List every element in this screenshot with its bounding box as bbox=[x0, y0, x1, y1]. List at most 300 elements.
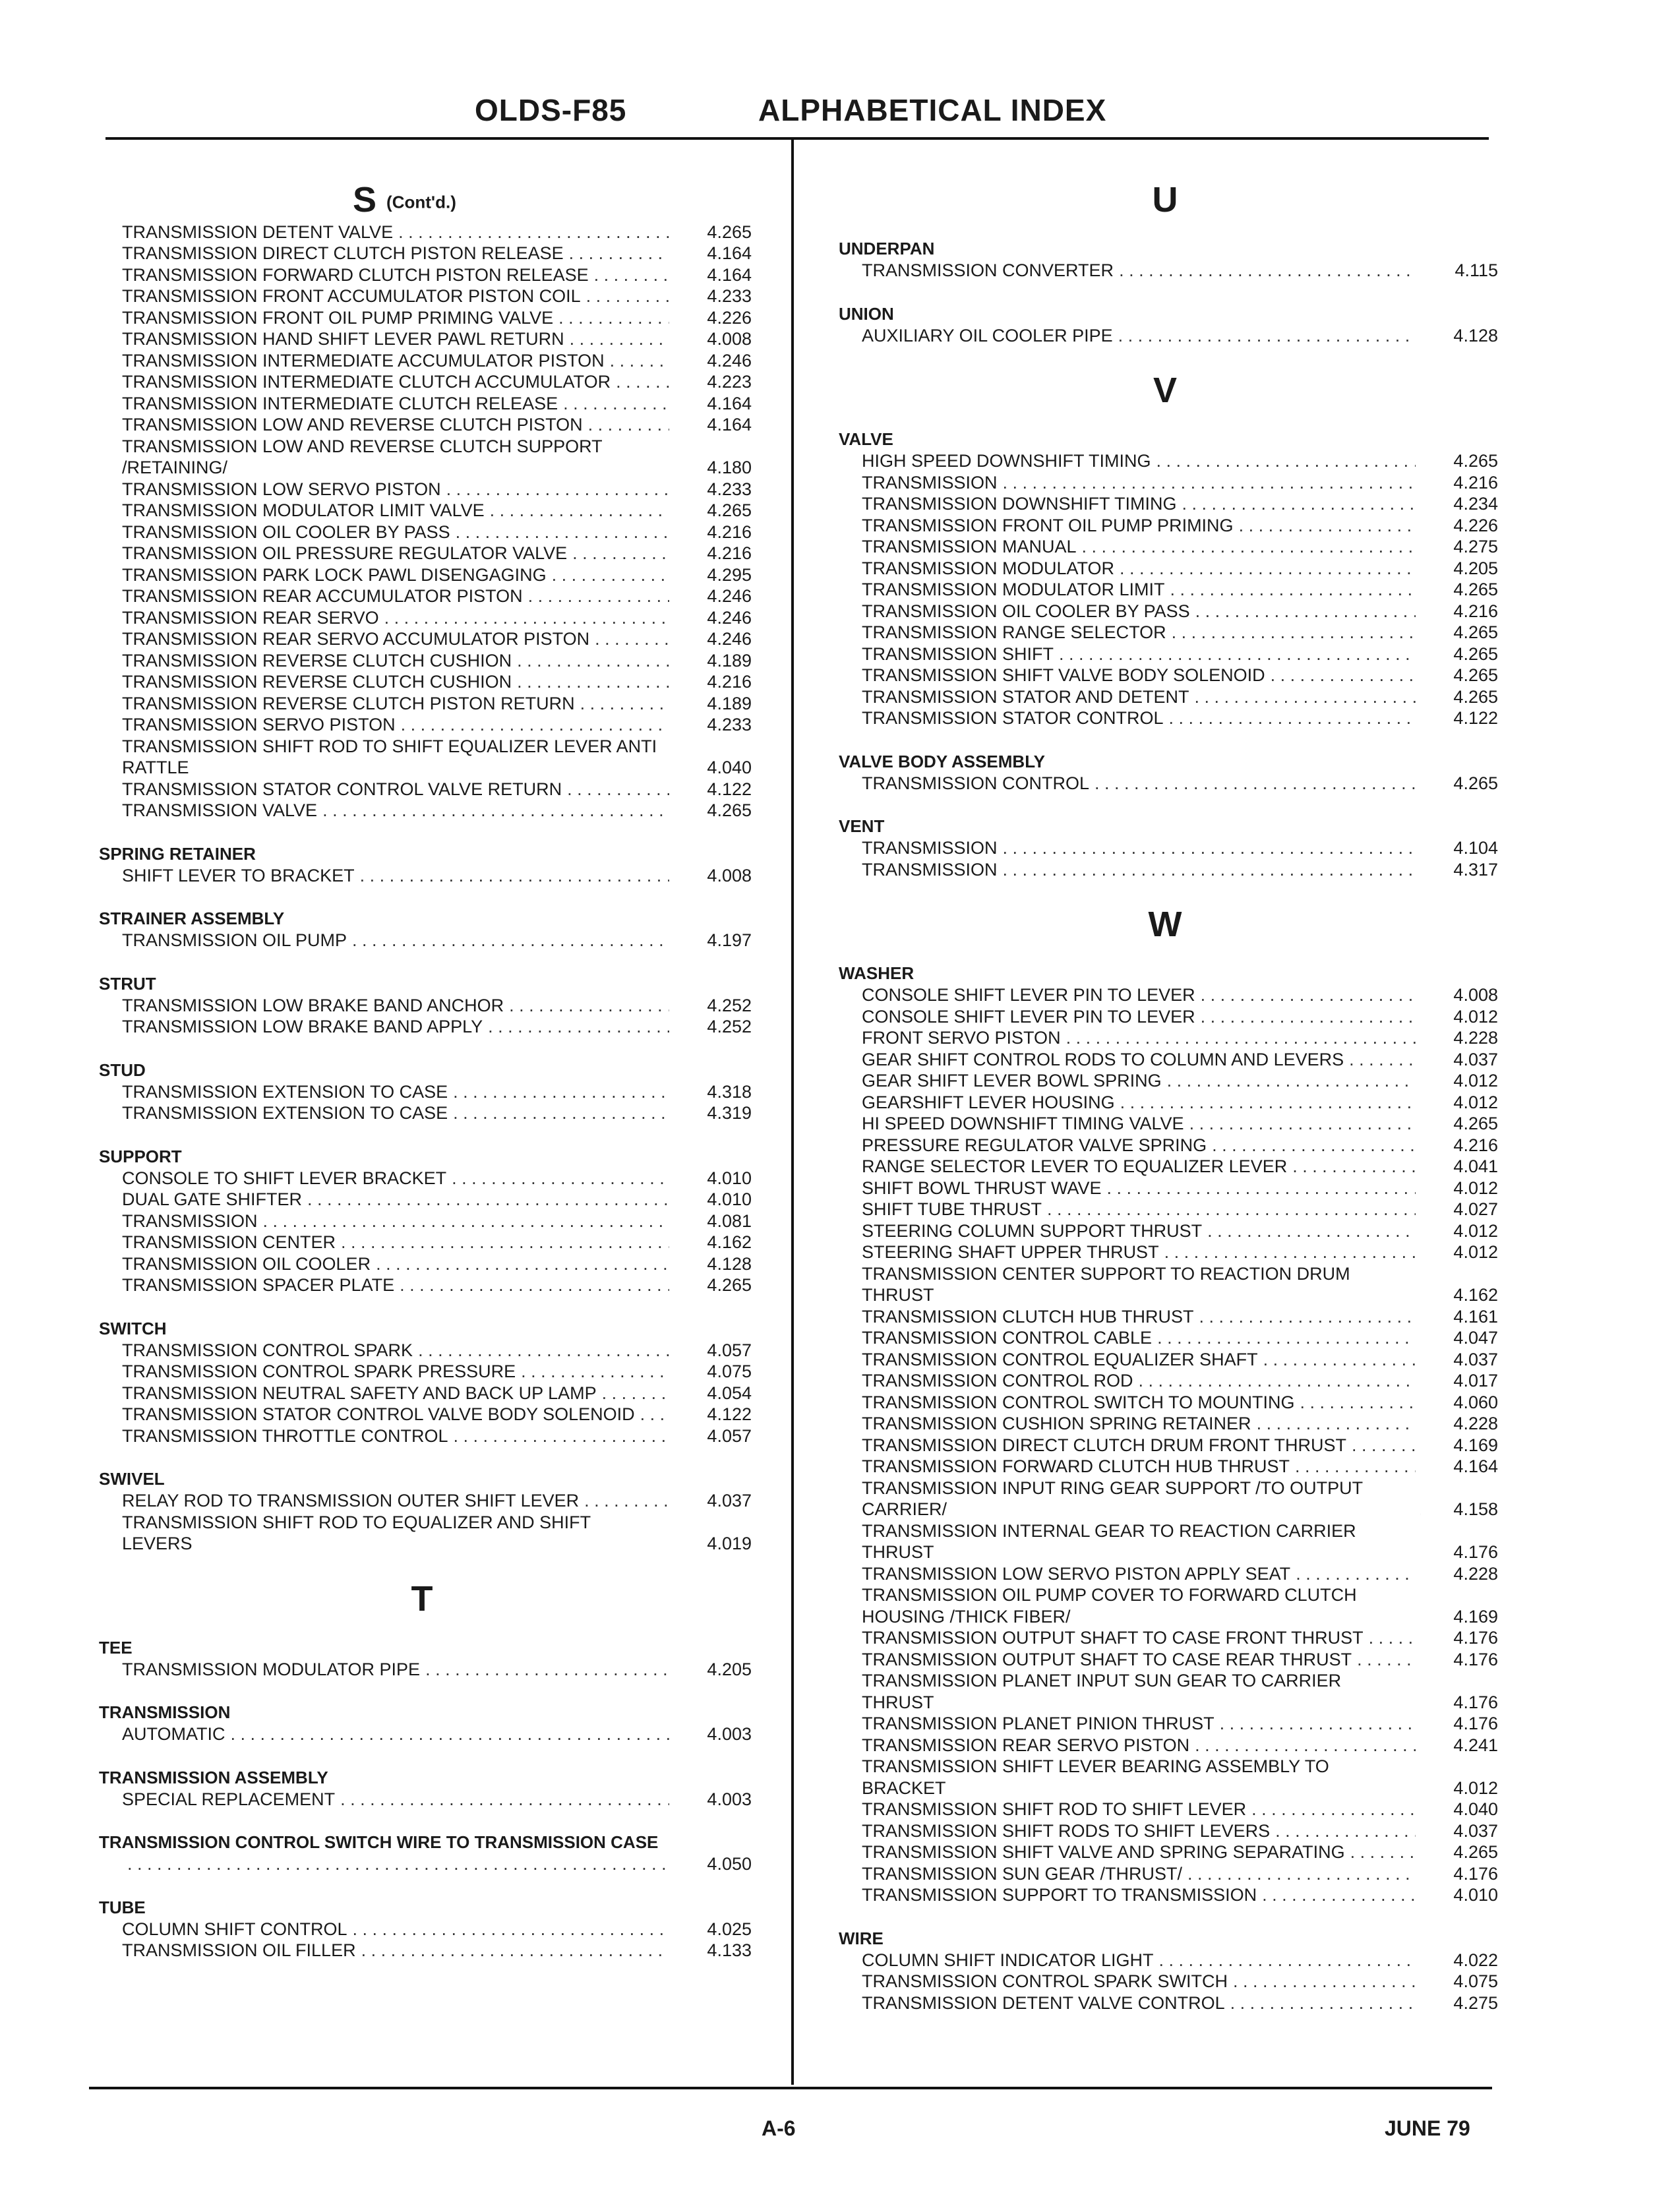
index-entry bbox=[832, 1349, 1498, 1371]
dot-leader bbox=[317, 800, 669, 822]
index-group bbox=[92, 1145, 752, 1296]
dot-leader bbox=[579, 1490, 669, 1512]
entry-title: TRANSMISSION EXTENSION TO CASE bbox=[122, 1081, 448, 1102]
index-entry bbox=[832, 1992, 1498, 2014]
index-entry bbox=[832, 1735, 1498, 1756]
entry-title: TRANSMISSION REVERSE CLUTCH PISTON RETURN bbox=[122, 693, 575, 713]
entry-title: TRANSMISSION EXTENSION TO CASE bbox=[122, 1103, 448, 1123]
index-entry bbox=[92, 1789, 752, 1810]
entry-page-ref: 4.265 bbox=[1453, 1114, 1498, 1133]
category-heading: WIRE bbox=[839, 1928, 884, 1948]
entry-page-ref: 4.040 bbox=[1453, 1799, 1498, 1819]
dot-leader bbox=[485, 500, 669, 522]
index-group bbox=[832, 815, 1498, 880]
entry-page-ref: 4.265 bbox=[1453, 1842, 1498, 1862]
dot-leader bbox=[448, 1102, 669, 1124]
entry-title: SPECIAL REPLACEMENT bbox=[122, 1789, 336, 1809]
entry-page-ref: 4.037 bbox=[1453, 1820, 1498, 1841]
letter-heading-s bbox=[92, 177, 752, 225]
entry-page-ref: 4.226 bbox=[1453, 515, 1498, 535]
entry-page-ref: 4.022 bbox=[1453, 1950, 1498, 1970]
entry-page-ref: 4.057 bbox=[707, 1425, 752, 1446]
dot-leader bbox=[1290, 1456, 1416, 1478]
index-entry bbox=[92, 564, 752, 586]
index-entry bbox=[832, 1756, 1498, 1799]
entry-title: TRANSMISSION SHIFT VALVE AND SPRING SEPARATING bbox=[862, 1842, 1345, 1862]
entry-page-ref: 4.246 bbox=[707, 586, 752, 607]
entry-title: TRANSMISSION MODULATOR bbox=[862, 558, 1115, 578]
entry-title: TRANSMISSION SPACER PLATE bbox=[122, 1275, 395, 1296]
entry-title: TRANSMISSION OIL PUMP bbox=[122, 930, 347, 951]
entry-title: TRANSMISSION INPUT RING GEAR SUPPORT /TO OUTPUT CARRIER/ bbox=[862, 1478, 1363, 1519]
entry-page-ref: 4.180 bbox=[707, 458, 752, 478]
entry-title: TRANSMISSION INTERMEDIATE CLUTCH RELEASE bbox=[122, 393, 558, 413]
entry-title: TRANSMISSION FRONT OIL PUMP PRIMING bbox=[862, 515, 1234, 535]
category-heading: SPRING RETAINER bbox=[99, 843, 256, 864]
dot-leader bbox=[1346, 1435, 1416, 1456]
entry-page-ref: 4.189 bbox=[707, 693, 752, 713]
dot-leader bbox=[611, 371, 669, 393]
index-entry bbox=[92, 222, 752, 243]
entry-page-ref: 4.265 bbox=[707, 222, 752, 242]
dot-leader bbox=[1345, 1841, 1416, 1863]
entry-page-ref: 4.252 bbox=[707, 1017, 752, 1037]
dot-leader bbox=[562, 779, 669, 800]
entry-page-ref: 4.081 bbox=[707, 1211, 752, 1231]
entry-title: STEERING COLUMN SUPPORT THRUST bbox=[862, 1220, 1203, 1241]
entry-page-ref: 4.241 bbox=[1453, 1735, 1498, 1755]
index-entry bbox=[832, 536, 1498, 558]
entry-title: TRANSMISSION OIL COOLER BY PASS bbox=[122, 522, 450, 542]
index-entry bbox=[832, 1670, 1498, 1713]
index-entry bbox=[832, 1584, 1498, 1627]
index-entry bbox=[832, 1413, 1498, 1435]
entry-title: TRANSMISSION SHIFT ROD TO SHIFT EQUALIZER LEVER ANTI RATTLE bbox=[122, 736, 657, 778]
index-entry bbox=[92, 1383, 752, 1404]
entry-page-ref: 4.265 bbox=[1453, 686, 1498, 707]
category-heading: STRAINER ASSEMBLY bbox=[99, 909, 285, 929]
entry-title: TRANSMISSION NEUTRAL SAFETY AND BACK UP LAMP bbox=[122, 1383, 597, 1403]
dot-leader bbox=[420, 1659, 669, 1681]
entry-title: TRANSMISSION CONTROL SPARK PRESSURE bbox=[122, 1361, 516, 1382]
entry-page-ref: 4.176 bbox=[1453, 1714, 1498, 1733]
dot-leader bbox=[225, 1723, 669, 1745]
entry-page-ref: 4.041 bbox=[1453, 1156, 1498, 1176]
index-entry bbox=[92, 479, 752, 500]
entry-title: TRANSMISSION SHIFT ROD TO SHIFT LEVER bbox=[862, 1799, 1247, 1819]
dot-leader bbox=[583, 414, 669, 436]
dot-leader bbox=[122, 1853, 669, 1875]
entry-title: TRANSMISSION OUTPUT SHAFT TO CASE REAR THRUST bbox=[862, 1649, 1352, 1669]
entry-title: TRANSMISSION SHIFT bbox=[862, 643, 1054, 664]
entry-title: TRANSMISSION CONTROL SPARK SWITCH bbox=[862, 1971, 1228, 1991]
entry-title: DUAL GATE SHIFTER bbox=[122, 1189, 303, 1210]
dot-leader bbox=[1151, 450, 1416, 472]
index-entry bbox=[832, 1006, 1498, 1028]
index-group bbox=[832, 428, 1498, 729]
index-entry bbox=[832, 579, 1498, 601]
entry-title: TRANSMISSION SHIFT VALVE BODY SOLENOID bbox=[862, 665, 1265, 685]
entry-page-ref: 4.265 bbox=[707, 500, 752, 521]
category-heading: SUPPORT bbox=[99, 1146, 182, 1166]
entry-page-ref: 4.012 bbox=[1453, 1220, 1498, 1241]
index-entry bbox=[832, 1884, 1498, 1906]
dot-leader bbox=[1184, 1113, 1416, 1135]
index-entry bbox=[92, 865, 752, 887]
entry-title: TRANSMISSION SERVO PISTON bbox=[122, 715, 396, 735]
entry-page-ref: 4.318 bbox=[707, 1081, 752, 1102]
entry-page-ref: 4.228 bbox=[1453, 1414, 1498, 1433]
category-heading: SWIVEL bbox=[99, 1469, 165, 1489]
dot-leader bbox=[1290, 1563, 1416, 1585]
index-entry bbox=[832, 1241, 1498, 1263]
index-entry bbox=[92, 543, 752, 564]
dot-leader bbox=[1190, 601, 1416, 622]
dot-leader bbox=[1152, 1327, 1416, 1349]
dot-leader bbox=[1352, 1649, 1416, 1671]
entry-page-ref: 4.197 bbox=[707, 930, 752, 951]
entry-title: TRANSMISSION OIL PRESSURE REGULATOR VALVE bbox=[122, 543, 568, 564]
dot-leader bbox=[1189, 1735, 1416, 1756]
index-entry bbox=[92, 1940, 752, 1961]
entry-title: CONSOLE TO SHIFT LEVER BRACKET bbox=[122, 1168, 447, 1188]
index-entry bbox=[92, 371, 752, 393]
dot-leader bbox=[1061, 1027, 1416, 1049]
category-heading: SWITCH bbox=[99, 1318, 167, 1338]
footer-rule bbox=[89, 2087, 1492, 2089]
index-entry bbox=[92, 779, 752, 800]
index-entry bbox=[832, 558, 1498, 580]
entry-page-ref: 4.176 bbox=[1453, 1863, 1498, 1884]
right-column bbox=[832, 177, 1498, 2035]
entry-page-ref: 4.037 bbox=[1453, 1049, 1498, 1069]
entry-page-ref: 4.216 bbox=[1453, 601, 1498, 621]
index-entry bbox=[92, 995, 752, 1017]
dot-leader bbox=[379, 607, 669, 629]
entry-title: TRANSMISSION bbox=[862, 838, 998, 858]
index-entry bbox=[92, 1404, 752, 1425]
entry-page-ref: 4.176 bbox=[1453, 1649, 1498, 1669]
dot-leader bbox=[1344, 1049, 1416, 1071]
entry-title: SHIFT BOWL THRUST WAVE bbox=[862, 1178, 1102, 1198]
entry-page-ref: 4.047 bbox=[1453, 1328, 1498, 1348]
entry-title: TRANSMISSION REAR ACCUMULATOR PISTON bbox=[122, 586, 523, 607]
entry-page-ref: 4.265 bbox=[1453, 773, 1498, 793]
index-entry bbox=[92, 1425, 752, 1447]
entry-page-ref: 4.275 bbox=[1453, 1992, 1498, 2013]
index-entry bbox=[832, 1950, 1498, 1971]
dot-leader bbox=[553, 307, 669, 329]
entry-title: TRANSMISSION MODULATOR LIMIT bbox=[862, 580, 1165, 599]
index-entry bbox=[92, 285, 752, 307]
entry-title: TRANSMISSION CENTER bbox=[122, 1232, 336, 1253]
dot-leader bbox=[1287, 1156, 1416, 1178]
category-heading: VALVE bbox=[839, 429, 893, 449]
dot-leader bbox=[1159, 1241, 1416, 1263]
index-entry bbox=[92, 393, 752, 415]
index-entry bbox=[832, 1649, 1498, 1671]
category-heading: UNION bbox=[839, 303, 894, 324]
entry-page-ref: 4.162 bbox=[707, 1232, 752, 1253]
index-entry bbox=[832, 622, 1498, 643]
dot-leader bbox=[336, 1232, 669, 1253]
category-heading: TRANSMISSION ASSEMBLY bbox=[99, 1767, 328, 1787]
entry-page-ref: 4.176 bbox=[1453, 1542, 1498, 1562]
dot-leader bbox=[1234, 515, 1416, 537]
entry-title: TRANSMISSION DETENT VALVE bbox=[122, 222, 394, 242]
dot-leader bbox=[356, 1940, 669, 1961]
dot-leader bbox=[1265, 665, 1416, 686]
index-entry bbox=[832, 686, 1498, 708]
entry-page-ref: 4.010 bbox=[707, 1168, 752, 1188]
index-entry bbox=[832, 665, 1498, 686]
entry-page-ref: 4.012 bbox=[1453, 1778, 1498, 1798]
entry-title: TRANSMISSION OIL FILLER bbox=[122, 1940, 356, 1961]
index-entry bbox=[92, 500, 752, 522]
index-entry bbox=[832, 984, 1498, 1006]
entry-title: TRANSMISSION INTERMEDIATE ACCUMULATOR PISTON bbox=[122, 350, 605, 371]
index-entry bbox=[832, 1049, 1498, 1071]
index-entry bbox=[92, 1723, 752, 1745]
entry-page-ref: 4.226 bbox=[707, 307, 752, 328]
dot-leader bbox=[1177, 493, 1416, 515]
s-cont-list bbox=[92, 222, 752, 822]
index-entry bbox=[92, 264, 752, 286]
dot-leader bbox=[258, 1211, 669, 1232]
entry-title: PRESSURE REGULATOR VALVE SPRING bbox=[862, 1135, 1207, 1155]
entry-title: TRANSMISSION FORWARD CLUTCH HUB THRUST bbox=[862, 1456, 1290, 1476]
dot-leader bbox=[1215, 1713, 1416, 1735]
left-column bbox=[92, 177, 752, 1983]
index-entry bbox=[92, 736, 752, 779]
index-group bbox=[832, 237, 1498, 282]
entry-title: TRANSMISSION DIRECT CLUTCH DRUM FRONT THRUST bbox=[862, 1435, 1347, 1455]
dot-leader bbox=[1258, 1349, 1416, 1371]
entry-page-ref: 4.115 bbox=[1455, 260, 1498, 280]
category-heading: TRANSMISSION CONTROL SWITCH WIRE TO TRANSMISSION CASE bbox=[99, 1832, 659, 1853]
index-entry bbox=[832, 1563, 1498, 1585]
index-entry bbox=[832, 1863, 1498, 1885]
index-entry bbox=[832, 1971, 1498, 1992]
dot-leader bbox=[1133, 1370, 1416, 1392]
index-entry bbox=[832, 1178, 1498, 1199]
category-heading: TRANSMISSION bbox=[99, 1702, 231, 1723]
index-entry bbox=[832, 1306, 1498, 1328]
entry-title: TRANSMISSION FRONT ACCUMULATOR PISTON COIL bbox=[122, 286, 581, 307]
index-entry bbox=[92, 1490, 752, 1512]
category-heading: VALVE BODY ASSEMBLY bbox=[839, 751, 1046, 771]
dot-leader bbox=[1410, 1692, 1417, 1714]
dot-leader bbox=[1162, 1070, 1416, 1092]
letter-heading-v: V bbox=[1153, 371, 1178, 410]
dot-leader bbox=[512, 671, 669, 693]
entry-title: TRANSMISSION OIL COOLER bbox=[122, 1253, 371, 1274]
entry-page-ref: 4.246 bbox=[707, 350, 752, 371]
dot-leader bbox=[483, 1016, 669, 1038]
entry-page-ref: 4.010 bbox=[1453, 1885, 1498, 1905]
dot-leader bbox=[516, 1361, 669, 1383]
dot-leader bbox=[1102, 1178, 1416, 1199]
entry-page-ref: 4.012 bbox=[1453, 1242, 1498, 1262]
category-heading: VENT bbox=[839, 816, 885, 836]
index-entry bbox=[92, 585, 752, 607]
entry-title: TRANSMISSION LOW BRAKE BAND ANCHOR bbox=[122, 995, 504, 1015]
entry-title: TRANSMISSION bbox=[862, 472, 998, 493]
index-entry bbox=[832, 1092, 1498, 1114]
entry-title: AUTOMATIC bbox=[122, 1724, 225, 1745]
index-entry bbox=[92, 714, 752, 736]
index-entry bbox=[92, 930, 752, 951]
dot-leader bbox=[1195, 1006, 1416, 1028]
header-section-title: ALPHABETICAL INDEX bbox=[758, 93, 1107, 127]
entry-title: TRANSMISSION PARK LOCK PAWL DISENGAGING bbox=[122, 564, 547, 585]
dot-leader bbox=[396, 714, 669, 736]
dot-leader bbox=[1414, 1499, 1421, 1520]
entry-page-ref: 4.216 bbox=[707, 522, 752, 542]
entry-title: TRANSMISSION CONTROL bbox=[862, 773, 1090, 793]
dot-leader bbox=[1202, 1220, 1416, 1242]
index-entry bbox=[832, 493, 1498, 515]
entry-title: TRANSMISSION INTERMEDIATE CLUTCH ACCUMULATOR bbox=[122, 372, 611, 392]
dot-leader bbox=[371, 1253, 669, 1275]
category-heading: TEE bbox=[99, 1637, 133, 1658]
entry-page-ref: 4.012 bbox=[1453, 1092, 1498, 1112]
index-entry bbox=[92, 414, 752, 436]
entry-page-ref: 4.003 bbox=[707, 1789, 752, 1809]
dot-leader bbox=[998, 837, 1416, 859]
index-entry bbox=[92, 1168, 752, 1189]
dot-leader bbox=[1246, 1799, 1416, 1820]
dot-leader bbox=[670, 757, 676, 779]
dot-leader bbox=[1425, 1606, 1431, 1628]
dot-leader bbox=[394, 1274, 669, 1296]
entry-page-ref: 4.122 bbox=[1453, 708, 1498, 728]
column-divider bbox=[791, 140, 794, 2085]
v-groups bbox=[832, 428, 1498, 880]
index-entry bbox=[832, 1113, 1498, 1135]
index-entry bbox=[832, 1820, 1498, 1842]
entry-page-ref: 4.162 bbox=[1453, 1285, 1498, 1305]
entry-page-ref: 4.164 bbox=[1453, 1456, 1498, 1476]
index-group bbox=[92, 1636, 752, 1681]
entry-page-ref: 4.104 bbox=[1453, 838, 1498, 858]
s-groups bbox=[92, 843, 752, 1555]
dot-leader bbox=[558, 393, 669, 415]
index-entry bbox=[832, 1027, 1498, 1049]
dot-leader bbox=[1042, 1199, 1416, 1220]
category-heading: UNDERPAN bbox=[839, 239, 935, 258]
dot-leader bbox=[998, 859, 1416, 881]
dot-leader bbox=[567, 543, 669, 564]
entry-title: COLUMN SHIFT CONTROL bbox=[122, 1919, 347, 1939]
index-entry bbox=[92, 1512, 752, 1555]
entry-title: TRANSMISSION CONTROL CABLE bbox=[862, 1328, 1153, 1348]
entry-title: TRANSMISSION LOW AND REVERSE CLUTCH SUPPORT /RETAINING/ bbox=[122, 436, 603, 478]
entry-title: TRANSMISSION PLANET INPUT SUN GEAR TO CARRIER THRUST bbox=[862, 1671, 1342, 1712]
entry-page-ref: 4.317 bbox=[1453, 859, 1498, 880]
dot-leader bbox=[355, 865, 669, 887]
index-entry bbox=[832, 1156, 1498, 1178]
entry-page-ref: 4.169 bbox=[1453, 1606, 1498, 1627]
letter-heading-w: W bbox=[1148, 905, 1182, 944]
entry-page-ref: 4.223 bbox=[707, 372, 752, 392]
entry-page-ref: 4.319 bbox=[707, 1103, 752, 1123]
entry-title: TRANSMISSION CONVERTER bbox=[862, 260, 1114, 280]
entry-title: TRANSMISSION MANUAL bbox=[862, 537, 1077, 556]
revision-date: JUNE 79 bbox=[1385, 2116, 1470, 2140]
entry-title: TRANSMISSION DOWNSHIFT TIMING bbox=[862, 494, 1177, 514]
dot-leader bbox=[547, 564, 669, 586]
entry-title: TRANSMISSION bbox=[122, 1211, 258, 1231]
dot-leader bbox=[1225, 1992, 1416, 2014]
entry-page-ref: 4.012 bbox=[1453, 1071, 1498, 1091]
entry-page-ref: 4.122 bbox=[707, 1404, 752, 1425]
entry-title: TRANSMISSION LOW BRAKE BAND APPLY bbox=[122, 1017, 483, 1037]
entry-page-ref: 4.265 bbox=[1453, 665, 1498, 685]
entry-title: TRANSMISSION PLANET PINION THRUST bbox=[862, 1714, 1215, 1733]
entry-page-ref: 4.233 bbox=[707, 286, 752, 307]
index-entry bbox=[832, 1456, 1498, 1478]
dot-leader bbox=[1114, 260, 1416, 282]
entry-title: TRANSMISSION CONTROL ROD bbox=[862, 1371, 1133, 1390]
entry-page-ref: 4.265 bbox=[707, 1275, 752, 1296]
index-entry bbox=[92, 607, 752, 629]
entry-page-ref: 4.008 bbox=[1453, 985, 1498, 1005]
entry-page-ref: 4.164 bbox=[707, 264, 752, 285]
entry-title: TRANSMISSION LOW SERVO PISTON bbox=[122, 479, 441, 499]
dot-leader bbox=[450, 522, 669, 543]
entry-page-ref: 4.012 bbox=[1453, 1006, 1498, 1027]
index-entry bbox=[832, 1370, 1498, 1392]
index-entry bbox=[832, 1713, 1498, 1735]
dot-leader bbox=[1166, 622, 1416, 643]
entry-title: TRANSMISSION DETENT VALVE CONTROL bbox=[862, 1992, 1225, 2013]
entry-page-ref: 4.205 bbox=[1453, 558, 1498, 578]
entry-title: TRANSMISSION THROTTLE CONTROL bbox=[122, 1425, 448, 1446]
entry-page-ref: 4.050 bbox=[707, 1854, 752, 1874]
entry-page-ref: 4.164 bbox=[707, 393, 752, 413]
entry-page-ref: 4.265 bbox=[707, 800, 752, 821]
entry-page-ref: 4.228 bbox=[1453, 1028, 1498, 1048]
index-entry bbox=[832, 1799, 1498, 1820]
dot-leader bbox=[1089, 773, 1416, 794]
dot-leader bbox=[302, 1189, 669, 1211]
dot-leader bbox=[1295, 1392, 1416, 1414]
entry-title: TRANSMISSION SUN GEAR /THRUST/ bbox=[862, 1863, 1183, 1884]
entry-title: AUXILIARY OIL COOLER PIPE bbox=[862, 325, 1113, 345]
index-entry bbox=[92, 1340, 752, 1361]
entry-title: TRANSMISSION DIRECT CLUTCH PISTON RELEASE bbox=[122, 243, 564, 264]
dot-leader bbox=[669, 457, 675, 479]
dot-leader bbox=[575, 693, 669, 715]
dot-leader bbox=[1195, 984, 1416, 1006]
header-title: OLDS-F85 bbox=[475, 93, 627, 127]
index-entry bbox=[92, 650, 752, 672]
entry-title: TRANSMISSION CONTROL SWITCH TO MOUNTING bbox=[862, 1392, 1295, 1412]
dot-leader bbox=[663, 1533, 670, 1555]
entry-page-ref: 4.189 bbox=[707, 650, 752, 671]
entry-page-ref: 4.275 bbox=[1453, 537, 1498, 556]
entry-title: TRANSMISSION FORWARD CLUTCH PISTON RELEASE bbox=[122, 264, 589, 285]
dot-leader bbox=[446, 1168, 669, 1189]
entry-title: GEARSHIFT LEVER HOUSING bbox=[862, 1092, 1115, 1112]
category-heading: TUBE bbox=[99, 1897, 146, 1917]
entry-title: TRANSMISSION STATOR CONTROL VALVE BODY SOLENOID bbox=[122, 1404, 635, 1425]
dot-leader bbox=[347, 930, 669, 951]
dot-leader bbox=[335, 1789, 669, 1810]
entry-title: TRANSMISSION REVERSE CLUTCH CUSHION bbox=[122, 672, 512, 692]
index-entry bbox=[92, 1081, 752, 1103]
